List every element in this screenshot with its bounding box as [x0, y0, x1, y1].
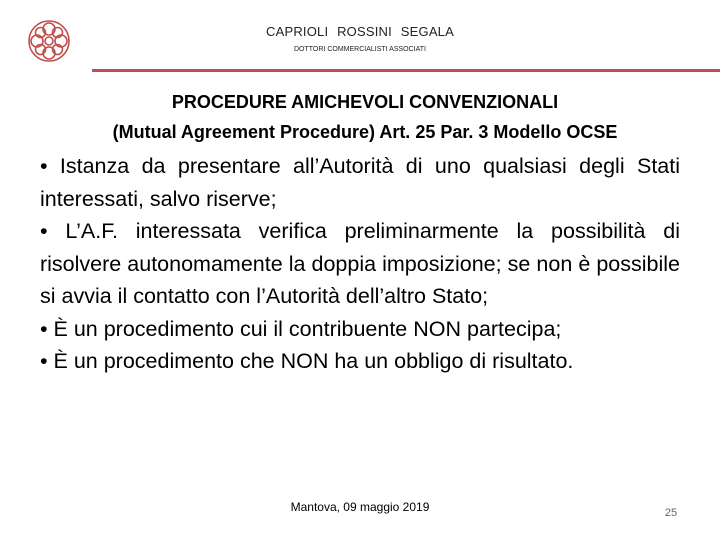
page-number: 25 [664, 507, 678, 519]
firm-name: CAPRIOLI ROSSINI SEGALA [266, 24, 454, 39]
bullet-list [40, 150, 680, 378]
bullet-item: • L’A.F. interessata verifica preliminarmente la possibilità di risolvere autonomamente la doppia imposizione; se non è possibile si avvia il contatto con l’Autorità dell’altro Stato; [40, 219, 680, 308]
bullet-item: • È un procedimento che NON ha un obbligo di risultato. [40, 349, 574, 373]
bullet-item: • Istanza da presentare all’Autorità di uno qualsiasi degli Stati interessati, salvo riserve; [40, 154, 680, 211]
slide-title-line-2: (Mutual Agreement Procedure) Art. 25 Par. 3 Modello OCSE [112, 122, 618, 142]
header-divider [92, 69, 720, 72]
footer-date-location: Mantova, 09 maggio 2019 [290, 500, 430, 514]
firm-subtitle: DOTTORI COMMERCIALISTI ASSOCIATI [294, 46, 426, 53]
bullet-item: • È un procedimento cui il contribuente NON partecipa; [40, 316, 562, 341]
slide-title [0, 87, 720, 147]
slide-title-line-1: PROCEDURE AMICHEVOLI CONVENZIONALI [171, 92, 559, 112]
